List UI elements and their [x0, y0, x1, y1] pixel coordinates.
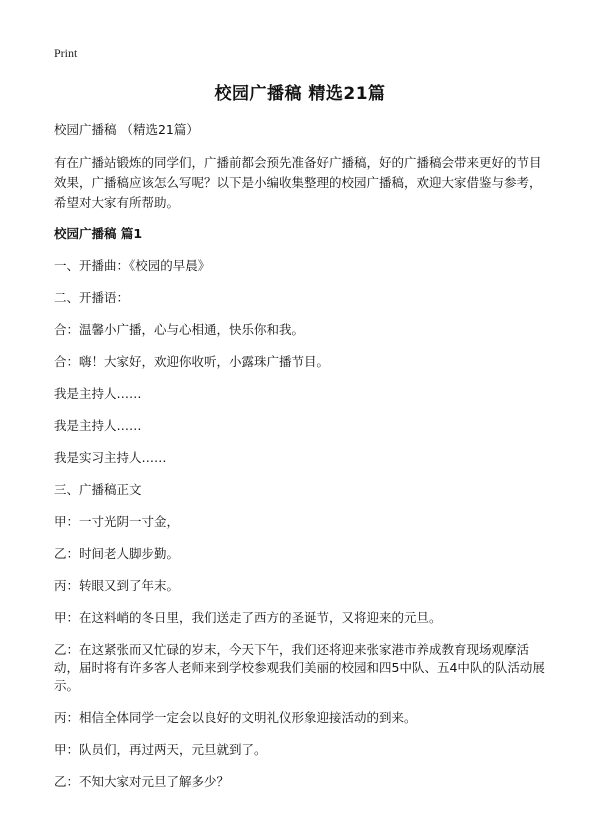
print-link[interactable]: Print [54, 46, 78, 60]
document-body [54, 121, 548, 805]
body-line: 乙：在这紧张而又忙碌的岁末，今天下午，我们还将迎来张家港市养成教育现场观摩活动，届时将有许多客人老师来到学校参观我们美丽的校园和四5中队、五4中队的队活动展示。 [54, 642, 545, 693]
section-heading: 校园广播稿 篇1 [54, 226, 143, 241]
body-line: 合：嗨！大家好，欢迎你收听，小露珠广播节目。 [54, 354, 330, 369]
body-line: 甲：一寸光阴一寸金， [54, 514, 180, 529]
body-line: 一、开播曲：《校园的早晨》 [54, 258, 211, 273]
body-line: 我是主持人…… [54, 386, 142, 401]
document-subtitle: 校园广播稿 （精选21篇） [54, 122, 199, 137]
body-line: 甲：在这料峭的冬日里，我们送走了西方的圣诞节，又将迎来的元旦。 [54, 610, 442, 625]
body-line: 甲：队员们，再过两天，元旦就到了。 [54, 742, 267, 757]
body-line: 合：温馨小广播，心与心相通，快乐你和我。 [54, 322, 305, 337]
body-line: 我是主持人…… [54, 418, 142, 433]
body-line: 乙：不知大家对元旦了解多少？ [54, 774, 230, 789]
body-line: 丙：转眼又到了年末。 [54, 578, 180, 593]
intro-paragraph: 有在广播站锻炼的同学们，广播前都会预先准备好广播稿，好的广播稿会带来更好的节目效果，广播稿应该怎么写呢？以下是小编收集整理的校园广播稿，欢迎大家借鉴与参考，希望对大家有所帮助。 [54, 155, 542, 210]
body-line: 二、开播语： [54, 290, 130, 305]
body-line: 我是实习主持人…… [54, 450, 167, 465]
body-line: 三、广播稿正文 [54, 482, 142, 497]
body-line: 丙：相信全体同学一定会以良好的文明礼仪形象迎接活动的到来。 [54, 710, 417, 725]
document-title: 校园广播稿 精选21篇 [214, 84, 386, 104]
body-line: 乙：时间老人脚步勤。 [54, 546, 180, 561]
